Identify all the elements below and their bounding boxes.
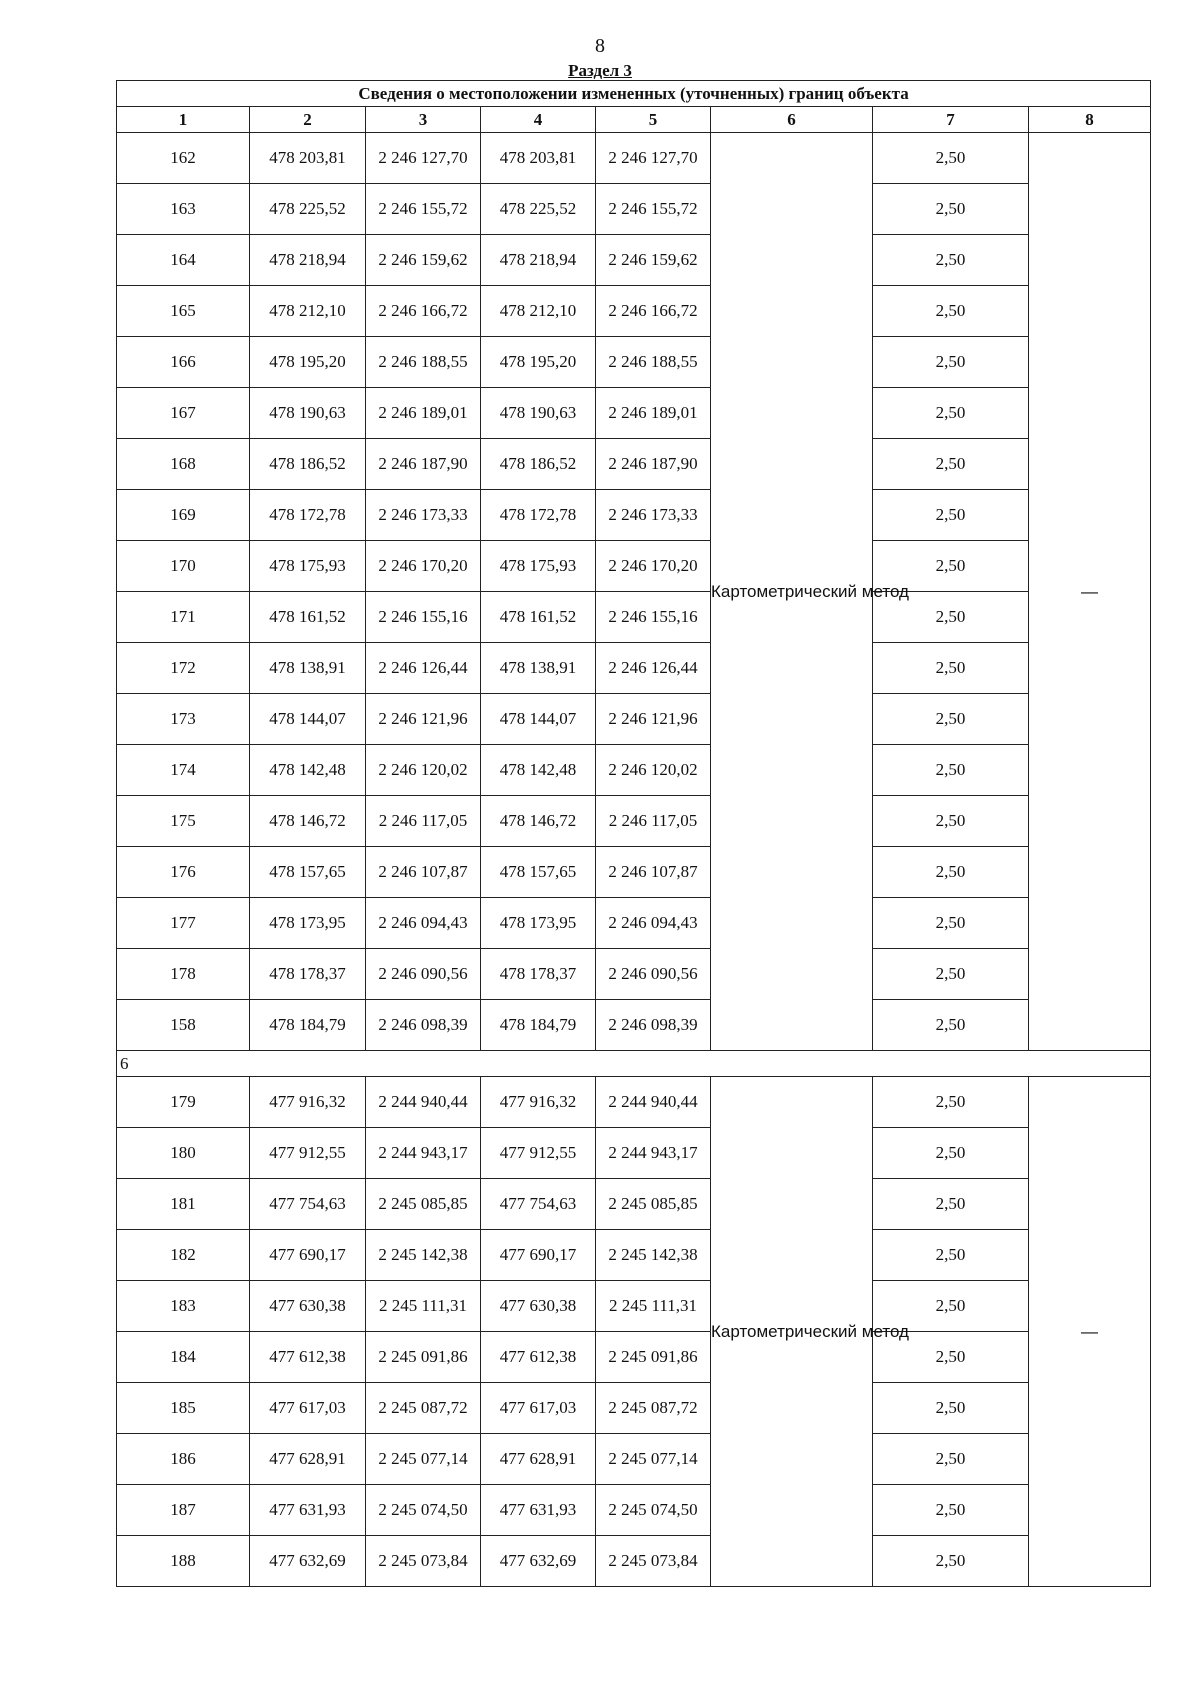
point-number-cell: 187: [117, 1485, 250, 1536]
x-coordinate-new-cell: 477 631,93: [481, 1485, 596, 1536]
accuracy-cell: 2,50: [873, 1281, 1029, 1332]
y-coordinate-cell: 2 246 188,55: [366, 337, 481, 388]
group-label-row: [117, 1051, 1151, 1077]
y-coordinate-new-cell: 2 245 077,14: [596, 1434, 711, 1485]
column-header-5: 5: [596, 107, 711, 133]
y-coordinate-cell: 2 245 073,84: [366, 1536, 481, 1587]
point-number-cell: 163: [117, 184, 250, 235]
method-cell: Картометрический метод: [711, 133, 873, 1051]
accuracy-cell: 2,50: [873, 286, 1029, 337]
x-coordinate-cell: 478 144,07: [250, 694, 366, 745]
table-row: [117, 643, 1151, 694]
note-cell: —: [1029, 133, 1151, 1051]
y-coordinate-new-cell: 2 246 155,16: [596, 592, 711, 643]
x-coordinate-cell: 478 203,81: [250, 133, 366, 184]
group-label: 6: [117, 1051, 1151, 1077]
x-coordinate-new-cell: 477 754,63: [481, 1179, 596, 1230]
page-number: 8: [595, 35, 605, 57]
accuracy-cell: 2,50: [873, 592, 1029, 643]
accuracy-cell: 2,50: [873, 1434, 1029, 1485]
x-coordinate-cell: 478 190,63: [250, 388, 366, 439]
y-coordinate-cell: 2 246 090,56: [366, 949, 481, 1000]
y-coordinate-cell: 2 244 940,44: [366, 1077, 481, 1128]
y-coordinate-new-cell: 2 246 094,43: [596, 898, 711, 949]
y-coordinate-new-cell: 2 246 189,01: [596, 388, 711, 439]
y-coordinate-new-cell: 2 246 121,96: [596, 694, 711, 745]
note-cell: —: [1029, 1077, 1151, 1587]
table-row: [117, 898, 1151, 949]
x-coordinate-cell: 477 754,63: [250, 1179, 366, 1230]
x-coordinate-cell: 478 178,37: [250, 949, 366, 1000]
point-number-cell: 169: [117, 490, 250, 541]
x-coordinate-new-cell: 478 184,79: [481, 1000, 596, 1051]
accuracy-cell: 2,50: [873, 1179, 1029, 1230]
point-number-cell: 158: [117, 1000, 250, 1051]
x-coordinate-new-cell: 478 161,52: [481, 592, 596, 643]
table-row: [117, 949, 1151, 1000]
point-number-cell: 168: [117, 439, 250, 490]
y-coordinate-cell: 2 245 091,86: [366, 1332, 481, 1383]
point-number-cell: 174: [117, 745, 250, 796]
x-coordinate-cell: 478 225,52: [250, 184, 366, 235]
x-coordinate-cell: 477 912,55: [250, 1128, 366, 1179]
point-number-cell: 182: [117, 1230, 250, 1281]
x-coordinate-cell: 478 175,93: [250, 541, 366, 592]
point-number-cell: 175: [117, 796, 250, 847]
method-cell: Картометрический метод: [711, 1077, 873, 1587]
accuracy-cell: 2,50: [873, 847, 1029, 898]
y-coordinate-new-cell: 2 245 111,31: [596, 1281, 711, 1332]
point-number-cell: 180: [117, 1128, 250, 1179]
table-caption: Сведения о местоположении измененных (уточненных) границ объекта: [117, 81, 1151, 107]
x-coordinate-new-cell: 478 172,78: [481, 490, 596, 541]
accuracy-cell: 2,50: [873, 1128, 1029, 1179]
point-number-cell: 162: [117, 133, 250, 184]
table-row: [117, 592, 1151, 643]
y-coordinate-cell: 2 246 098,39: [366, 1000, 481, 1051]
point-number-cell: 172: [117, 643, 250, 694]
x-coordinate-new-cell: 478 157,65: [481, 847, 596, 898]
point-number-cell: 188: [117, 1536, 250, 1587]
accuracy-cell: 2,50: [873, 643, 1029, 694]
point-number-cell: 179: [117, 1077, 250, 1128]
x-coordinate-new-cell: 477 912,55: [481, 1128, 596, 1179]
table-row: [117, 1128, 1151, 1179]
table-row: [117, 1485, 1151, 1536]
accuracy-cell: 2,50: [873, 1536, 1029, 1587]
x-coordinate-new-cell: 478 195,20: [481, 337, 596, 388]
point-number-cell: 171: [117, 592, 250, 643]
accuracy-cell: 2,50: [873, 490, 1029, 541]
y-coordinate-cell: 2 245 087,72: [366, 1383, 481, 1434]
x-coordinate-cell: 478 173,95: [250, 898, 366, 949]
accuracy-cell: 2,50: [873, 388, 1029, 439]
x-coordinate-new-cell: 477 690,17: [481, 1230, 596, 1281]
table-row: [117, 490, 1151, 541]
y-coordinate-cell: 2 246 107,87: [366, 847, 481, 898]
point-number-cell: 185: [117, 1383, 250, 1434]
y-coordinate-cell: 2 245 074,50: [366, 1485, 481, 1536]
y-coordinate-new-cell: 2 246 188,55: [596, 337, 711, 388]
y-coordinate-cell: 2 246 155,72: [366, 184, 481, 235]
column-header-1: 1: [117, 107, 250, 133]
x-coordinate-cell: 478 146,72: [250, 796, 366, 847]
accuracy-cell: 2,50: [873, 694, 1029, 745]
y-coordinate-new-cell: 2 246 127,70: [596, 133, 711, 184]
table-row: [117, 1536, 1151, 1587]
y-coordinate-cell: 2 244 943,17: [366, 1128, 481, 1179]
y-coordinate-cell: 2 245 085,85: [366, 1179, 481, 1230]
y-coordinate-new-cell: 2 245 085,85: [596, 1179, 711, 1230]
table-row: [117, 439, 1151, 490]
boundary-table: [116, 80, 1151, 1587]
x-coordinate-new-cell: 478 203,81: [481, 133, 596, 184]
y-coordinate-cell: 2 245 142,38: [366, 1230, 481, 1281]
y-coordinate-new-cell: 2 245 142,38: [596, 1230, 711, 1281]
x-coordinate-new-cell: 477 630,38: [481, 1281, 596, 1332]
y-coordinate-cell: 2 246 170,20: [366, 541, 481, 592]
x-coordinate-cell: 478 142,48: [250, 745, 366, 796]
x-coordinate-cell: 478 186,52: [250, 439, 366, 490]
accuracy-cell: 2,50: [873, 184, 1029, 235]
table-row: [117, 235, 1151, 286]
y-coordinate-new-cell: 2 245 073,84: [596, 1536, 711, 1587]
table-row: [117, 1383, 1151, 1434]
x-coordinate-cell: 478 195,20: [250, 337, 366, 388]
y-coordinate-cell: 2 246 187,90: [366, 439, 481, 490]
x-coordinate-cell: 477 617,03: [250, 1383, 366, 1434]
point-number-cell: 176: [117, 847, 250, 898]
point-number-cell: 170: [117, 541, 250, 592]
table-row: [117, 388, 1151, 439]
y-coordinate-cell: 2 245 077,14: [366, 1434, 481, 1485]
x-coordinate-new-cell: 478 218,94: [481, 235, 596, 286]
y-coordinate-cell: 2 246 094,43: [366, 898, 481, 949]
table-row: [117, 1077, 1151, 1128]
x-coordinate-new-cell: 477 612,38: [481, 1332, 596, 1383]
y-coordinate-new-cell: 2 245 087,72: [596, 1383, 711, 1434]
y-coordinate-new-cell: 2 246 187,90: [596, 439, 711, 490]
y-coordinate-new-cell: 2 246 126,44: [596, 643, 711, 694]
y-coordinate-cell: 2 246 159,62: [366, 235, 481, 286]
accuracy-cell: 2,50: [873, 235, 1029, 286]
x-coordinate-cell: 477 690,17: [250, 1230, 366, 1281]
y-coordinate-cell: 2 246 121,96: [366, 694, 481, 745]
y-coordinate-new-cell: 2 245 074,50: [596, 1485, 711, 1536]
column-header-6: 6: [711, 107, 873, 133]
accuracy-cell: 2,50: [873, 337, 1029, 388]
accuracy-cell: 2,50: [873, 1383, 1029, 1434]
x-coordinate-new-cell: 478 225,52: [481, 184, 596, 235]
y-coordinate-new-cell: 2 246 159,62: [596, 235, 711, 286]
x-coordinate-new-cell: 478 178,37: [481, 949, 596, 1000]
y-coordinate-new-cell: 2 246 166,72: [596, 286, 711, 337]
x-coordinate-new-cell: 477 628,91: [481, 1434, 596, 1485]
table-row: [117, 745, 1151, 796]
y-coordinate-new-cell: 2 244 943,17: [596, 1128, 711, 1179]
x-coordinate-new-cell: 478 142,48: [481, 745, 596, 796]
table-row: [117, 847, 1151, 898]
accuracy-cell: 2,50: [873, 1332, 1029, 1383]
x-coordinate-new-cell: 478 175,93: [481, 541, 596, 592]
table-row: [117, 694, 1151, 745]
table-row: [117, 541, 1151, 592]
y-coordinate-new-cell: 2 244 940,44: [596, 1077, 711, 1128]
column-header-8: 8: [1029, 107, 1151, 133]
point-number-cell: 173: [117, 694, 250, 745]
accuracy-cell: 2,50: [873, 439, 1029, 490]
point-number-cell: 186: [117, 1434, 250, 1485]
y-coordinate-new-cell: 2 246 090,56: [596, 949, 711, 1000]
x-coordinate-cell: 477 628,91: [250, 1434, 366, 1485]
x-coordinate-cell: 477 632,69: [250, 1536, 366, 1587]
accuracy-cell: 2,50: [873, 949, 1029, 1000]
table-row: [117, 1332, 1151, 1383]
accuracy-cell: 2,50: [873, 1077, 1029, 1128]
x-coordinate-cell: 477 916,32: [250, 1077, 366, 1128]
x-coordinate-new-cell: 478 190,63: [481, 388, 596, 439]
accuracy-cell: 2,50: [873, 745, 1029, 796]
accuracy-cell: 2,50: [873, 541, 1029, 592]
x-coordinate-new-cell: 478 186,52: [481, 439, 596, 490]
table-row: [117, 1179, 1151, 1230]
accuracy-cell: 2,50: [873, 1230, 1029, 1281]
table-row: [117, 1434, 1151, 1485]
column-header-3: 3: [366, 107, 481, 133]
y-coordinate-new-cell: 2 246 173,33: [596, 490, 711, 541]
point-number-cell: 183: [117, 1281, 250, 1332]
x-coordinate-cell: 478 218,94: [250, 235, 366, 286]
x-coordinate-cell: 478 138,91: [250, 643, 366, 694]
x-coordinate-cell: 478 172,78: [250, 490, 366, 541]
x-coordinate-cell: 478 157,65: [250, 847, 366, 898]
accuracy-cell: 2,50: [873, 1485, 1029, 1536]
table-row: [117, 1000, 1151, 1051]
y-coordinate-cell: 2 246 189,01: [366, 388, 481, 439]
x-coordinate-new-cell: 478 146,72: [481, 796, 596, 847]
y-coordinate-cell: 2 245 111,31: [366, 1281, 481, 1332]
point-number-cell: 166: [117, 337, 250, 388]
x-coordinate-cell: 478 212,10: [250, 286, 366, 337]
point-number-cell: 178: [117, 949, 250, 1000]
y-coordinate-cell: 2 246 155,16: [366, 592, 481, 643]
y-coordinate-new-cell: 2 246 117,05: [596, 796, 711, 847]
table-row: [117, 1281, 1151, 1332]
x-coordinate-cell: 478 184,79: [250, 1000, 366, 1051]
y-coordinate-cell: 2 246 117,05: [366, 796, 481, 847]
table-row: [117, 286, 1151, 337]
x-coordinate-new-cell: 478 173,95: [481, 898, 596, 949]
point-number-cell: 184: [117, 1332, 250, 1383]
y-coordinate-new-cell: 2 246 120,02: [596, 745, 711, 796]
y-coordinate-new-cell: 2 246 170,20: [596, 541, 711, 592]
x-coordinate-new-cell: 477 617,03: [481, 1383, 596, 1434]
table-row: [117, 1230, 1151, 1281]
table-row: [117, 133, 1151, 184]
y-coordinate-new-cell: 2 245 091,86: [596, 1332, 711, 1383]
table-row: [117, 337, 1151, 388]
column-header-4: 4: [481, 107, 596, 133]
x-coordinate-new-cell: 477 632,69: [481, 1536, 596, 1587]
point-number-cell: 181: [117, 1179, 250, 1230]
table-row: [117, 184, 1151, 235]
column-header-2: 2: [250, 107, 366, 133]
y-coordinate-new-cell: 2 246 155,72: [596, 184, 711, 235]
point-number-cell: 164: [117, 235, 250, 286]
x-coordinate-cell: 477 612,38: [250, 1332, 366, 1383]
y-coordinate-cell: 2 246 126,44: [366, 643, 481, 694]
x-coordinate-new-cell: 478 138,91: [481, 643, 596, 694]
accuracy-cell: 2,50: [873, 133, 1029, 184]
y-coordinate-cell: 2 246 173,33: [366, 490, 481, 541]
column-header-7: 7: [873, 107, 1029, 133]
point-number-cell: 167: [117, 388, 250, 439]
accuracy-cell: 2,50: [873, 796, 1029, 847]
x-coordinate-new-cell: 478 212,10: [481, 286, 596, 337]
y-coordinate-new-cell: 2 246 107,87: [596, 847, 711, 898]
y-coordinate-new-cell: 2 246 098,39: [596, 1000, 711, 1051]
y-coordinate-cell: 2 246 120,02: [366, 745, 481, 796]
accuracy-cell: 2,50: [873, 1000, 1029, 1051]
y-coordinate-cell: 2 246 127,70: [366, 133, 481, 184]
table-row: [117, 796, 1151, 847]
accuracy-cell: 2,50: [873, 898, 1029, 949]
y-coordinate-cell: 2 246 166,72: [366, 286, 481, 337]
x-coordinate-cell: 477 631,93: [250, 1485, 366, 1536]
x-coordinate-new-cell: 478 144,07: [481, 694, 596, 745]
x-coordinate-new-cell: 477 916,32: [481, 1077, 596, 1128]
point-number-cell: 165: [117, 286, 250, 337]
x-coordinate-cell: 477 630,38: [250, 1281, 366, 1332]
x-coordinate-cell: 478 161,52: [250, 592, 366, 643]
section-title: Раздел 3: [568, 61, 632, 80]
point-number-cell: 177: [117, 898, 250, 949]
